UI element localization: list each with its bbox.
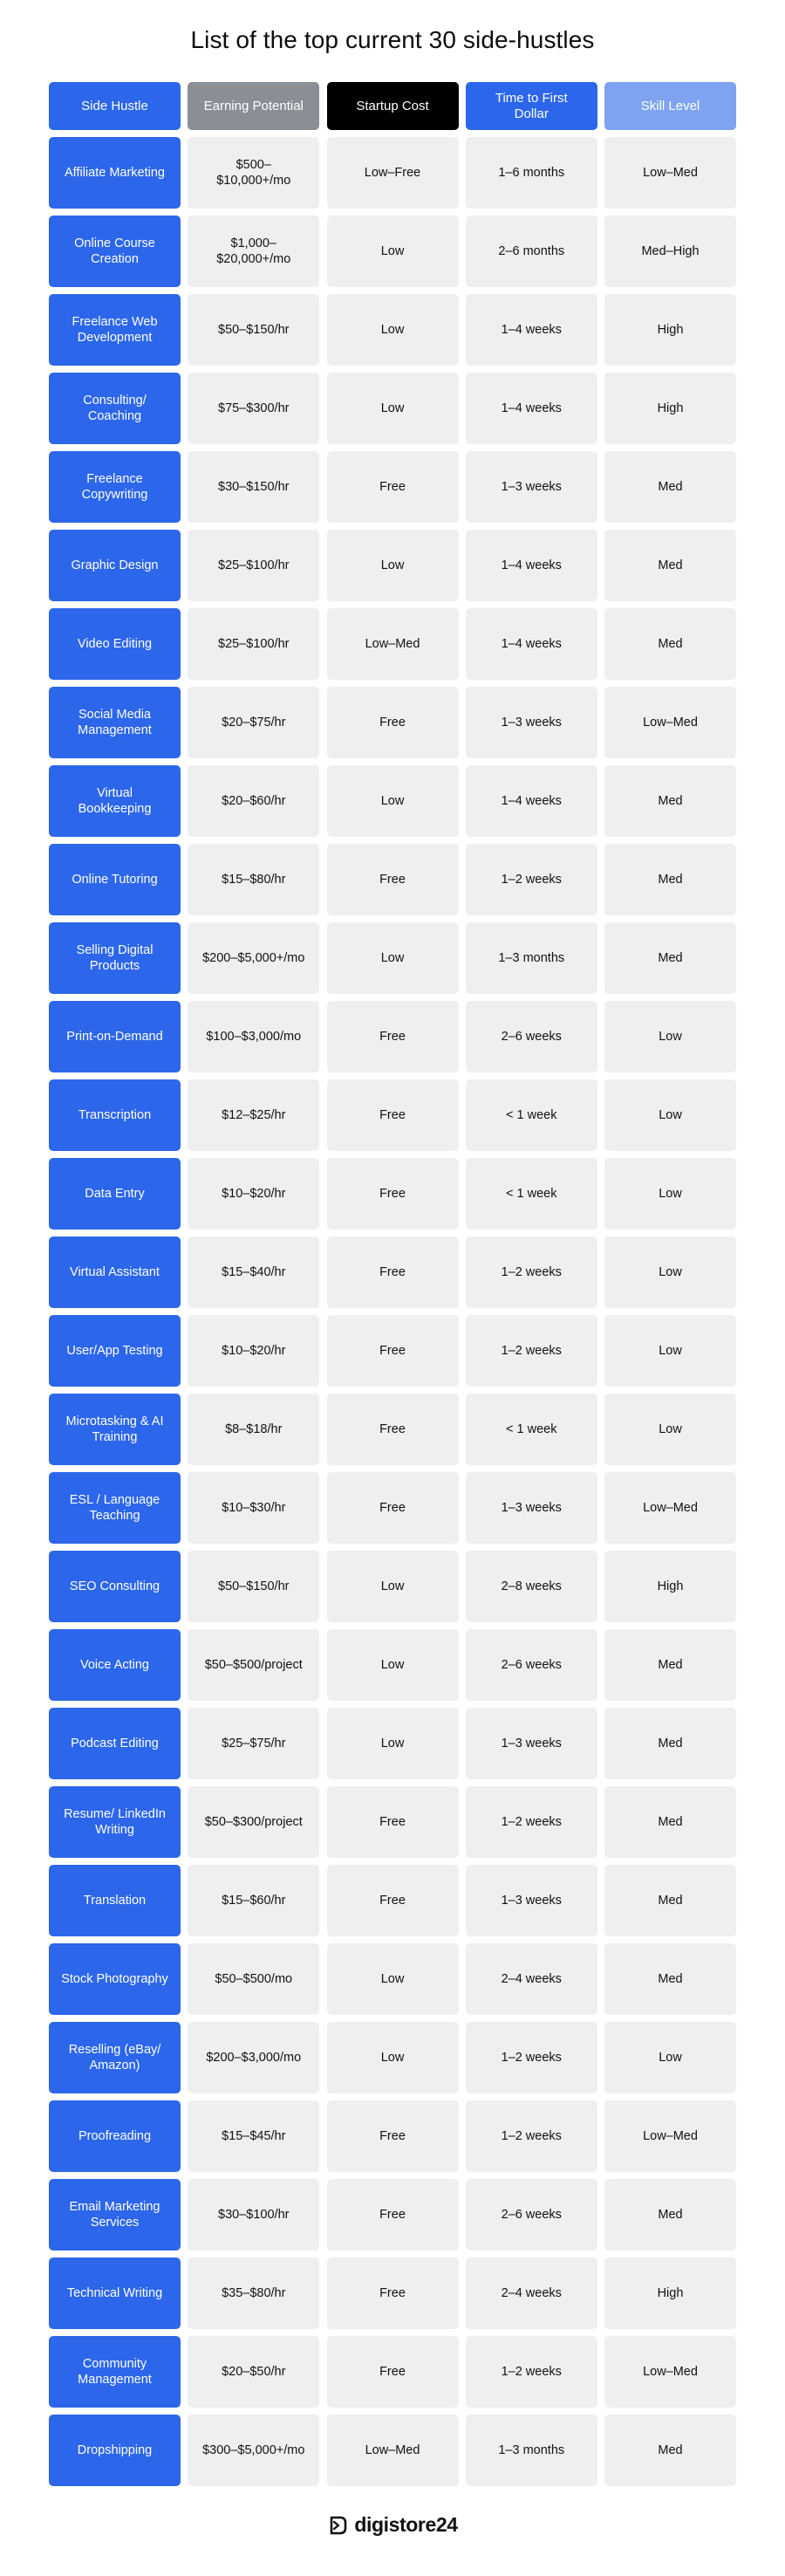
cell-side-hustle: Translation (49, 1865, 181, 1936)
cell-earning-potential: $10–$20/hr (188, 1158, 319, 1230)
cell-time-to-first-dollar: 1–3 months (466, 922, 597, 994)
cell-skill-level: Med (604, 1786, 736, 1858)
cell-time-to-first-dollar: 1–2 weeks (466, 1237, 597, 1308)
side-hustles-table (49, 82, 736, 2486)
cell-skill-level: Low (604, 2022, 736, 2093)
cell-side-hustle: Freelance Copywriting (49, 451, 181, 523)
cell-skill-level: Low (604, 1394, 736, 1465)
cell-earning-potential: $500–$10,000+/mo (188, 137, 319, 209)
cell-earning-potential: $50–$500/mo (188, 1943, 319, 2015)
cell-skill-level: High (604, 2257, 736, 2329)
cell-startup-cost: Free (327, 1786, 459, 1858)
cell-time-to-first-dollar: 1–2 weeks (466, 2022, 597, 2093)
footer-logo (0, 2513, 785, 2537)
cell-time-to-first-dollar: 2–6 months (466, 216, 597, 287)
cell-earning-potential: $300–$5,000+/mo (188, 2415, 319, 2486)
cell-side-hustle: Proofreading (49, 2100, 181, 2172)
cell-side-hustle: Online Course Creation (49, 216, 181, 287)
cell-time-to-first-dollar: 1–4 weeks (466, 294, 597, 366)
cell-earning-potential: $20–$75/hr (188, 687, 319, 758)
cell-skill-level: Med (604, 530, 736, 601)
cell-earning-potential: $25–$100/hr (188, 608, 319, 680)
cell-earning-potential: $12–$25/hr (188, 1079, 319, 1151)
cell-startup-cost: Low–Free (327, 137, 459, 209)
cell-startup-cost: Free (327, 687, 459, 758)
cell-side-hustle: Technical Writing (49, 2257, 181, 2329)
cell-skill-level: Low (604, 1315, 736, 1387)
cell-startup-cost: Free (327, 1394, 459, 1465)
cell-startup-cost: Free (327, 1001, 459, 1072)
cell-skill-level: Med (604, 1629, 736, 1701)
cell-time-to-first-dollar: 1–3 months (466, 2415, 597, 2486)
cell-skill-level: Med (604, 2415, 736, 2486)
cell-startup-cost: Free (327, 2100, 459, 2172)
cell-time-to-first-dollar: 1–4 weeks (466, 373, 597, 444)
cell-time-to-first-dollar: 1–4 weeks (466, 765, 597, 837)
cell-skill-level: Med (604, 844, 736, 915)
cell-startup-cost: Low (327, 922, 459, 994)
cell-startup-cost: Low (327, 530, 459, 601)
cell-skill-level: Low–Med (604, 1472, 736, 1544)
cell-skill-level: Low (604, 1237, 736, 1308)
cell-startup-cost: Free (327, 1079, 459, 1151)
cell-earning-potential: $75–$300/hr (188, 373, 319, 444)
cell-earning-potential: $30–$100/hr (188, 2179, 319, 2251)
cell-startup-cost: Free (327, 2336, 459, 2408)
cell-startup-cost: Free (327, 1472, 459, 1544)
cell-earning-potential: $50–$300/project (188, 1786, 319, 1858)
cell-skill-level: Med (604, 451, 736, 523)
cell-skill-level: High (604, 373, 736, 444)
cell-side-hustle: Community Management (49, 2336, 181, 2408)
cell-side-hustle: Video Editing (49, 608, 181, 680)
cell-earning-potential: $25–$75/hr (188, 1708, 319, 1779)
cell-startup-cost: Free (327, 1315, 459, 1387)
cell-earning-potential: $15–$40/hr (188, 1237, 319, 1308)
cell-startup-cost: Low (327, 216, 459, 287)
cell-skill-level: Low (604, 1079, 736, 1151)
cell-time-to-first-dollar: 2–6 weeks (466, 1001, 597, 1072)
cell-earning-potential: $100–$3,000/mo (188, 1001, 319, 1072)
cell-startup-cost: Free (327, 844, 459, 915)
cell-earning-potential: $50–$500/project (188, 1629, 319, 1701)
cell-time-to-first-dollar: 1–3 weeks (466, 1708, 597, 1779)
cell-time-to-first-dollar: 1–4 weeks (466, 608, 597, 680)
cell-startup-cost: Low (327, 1551, 459, 1622)
column-header-skill-level: Skill Level (604, 82, 736, 130)
cell-time-to-first-dollar: 1–3 weeks (466, 1472, 597, 1544)
cell-time-to-first-dollar: 1–2 weeks (466, 1786, 597, 1858)
cell-time-to-first-dollar: 2–6 weeks (466, 1629, 597, 1701)
cell-time-to-first-dollar: < 1 week (466, 1158, 597, 1230)
column-header-time-to-first-dollar: Time to First Dollar (466, 82, 597, 130)
cell-time-to-first-dollar: 1–2 weeks (466, 844, 597, 915)
cell-skill-level: Med–High (604, 216, 736, 287)
cell-startup-cost: Free (327, 2179, 459, 2251)
cell-startup-cost: Free (327, 1865, 459, 1936)
cell-side-hustle: Podcast Editing (49, 1708, 181, 1779)
cell-earning-potential: $20–$60/hr (188, 765, 319, 837)
cell-earning-potential: $200–$3,000/mo (188, 2022, 319, 2093)
cell-side-hustle: Voice Acting (49, 1629, 181, 1701)
cell-side-hustle: Email Marketing Services (49, 2179, 181, 2251)
cell-time-to-first-dollar: 1–4 weeks (466, 530, 597, 601)
cell-time-to-first-dollar: < 1 week (466, 1394, 597, 1465)
cell-skill-level: Low–Med (604, 2100, 736, 2172)
column-header-earning-potential: Earning Potential (188, 82, 319, 130)
cell-startup-cost: Low–Med (327, 608, 459, 680)
brand-name: digistore24 (354, 2513, 458, 2536)
page-title: List of the top current 30 side-hustles (190, 26, 595, 53)
cell-side-hustle: Print-on-Demand (49, 1001, 181, 1072)
cell-startup-cost: Low (327, 1943, 459, 2015)
cell-earning-potential: $1,000–$20,000+/mo (188, 216, 319, 287)
cell-skill-level: High (604, 294, 736, 366)
cell-earning-potential: $15–$80/hr (188, 844, 319, 915)
cell-time-to-first-dollar: 1–3 weeks (466, 1865, 597, 1936)
cell-startup-cost: Low (327, 765, 459, 837)
cell-time-to-first-dollar: 1–2 weeks (466, 2100, 597, 2172)
cell-time-to-first-dollar: 1–3 weeks (466, 451, 597, 523)
cell-startup-cost: Low (327, 1629, 459, 1701)
cell-startup-cost: Free (327, 451, 459, 523)
cell-side-hustle: Data Entry (49, 1158, 181, 1230)
cell-side-hustle: Dropshipping (49, 2415, 181, 2486)
cell-side-hustle: ESL / Language Teaching (49, 1472, 181, 1544)
cell-startup-cost: Low (327, 373, 459, 444)
cell-time-to-first-dollar: 1–2 weeks (466, 2336, 597, 2408)
cell-time-to-first-dollar: 2–4 weeks (466, 1943, 597, 2015)
cell-skill-level: Med (604, 2179, 736, 2251)
cell-time-to-first-dollar: 2–6 weeks (466, 2179, 597, 2251)
cell-skill-level: Low (604, 1158, 736, 1230)
cell-time-to-first-dollar: < 1 week (466, 1079, 597, 1151)
cell-side-hustle: Consulting/ Coaching (49, 373, 181, 444)
cell-time-to-first-dollar: 1–6 months (466, 137, 597, 209)
column-header-startup-cost: Startup Cost (327, 82, 459, 130)
cell-time-to-first-dollar: 1–3 weeks (466, 687, 597, 758)
cell-earning-potential: $15–$60/hr (188, 1865, 319, 1936)
cell-side-hustle: Social Media Management (49, 687, 181, 758)
digistore24-logo-icon (327, 2515, 348, 2536)
cell-side-hustle: SEO Consulting (49, 1551, 181, 1622)
cell-earning-potential: $15–$45/hr (188, 2100, 319, 2172)
cell-earning-potential: $20–$50/hr (188, 2336, 319, 2408)
cell-earning-potential: $50–$150/hr (188, 294, 319, 366)
cell-earning-potential: $10–$30/hr (188, 1472, 319, 1544)
cell-earning-potential: $200–$5,000+/mo (188, 922, 319, 994)
cell-time-to-first-dollar: 1–2 weeks (466, 1315, 597, 1387)
cell-side-hustle: Transcription (49, 1079, 181, 1151)
cell-side-hustle: Virtual Bookkeeping (49, 765, 181, 837)
cell-side-hustle: Resume/ LinkedIn Writing (49, 1786, 181, 1858)
cell-side-hustle: Freelance Web Development (49, 294, 181, 366)
cell-skill-level: High (604, 1551, 736, 1622)
cell-earning-potential: $8–$18/hr (188, 1394, 319, 1465)
cell-skill-level: Med (604, 765, 736, 837)
cell-earning-potential: $50–$150/hr (188, 1551, 319, 1622)
column-header-side-hustle: Side Hustle (49, 82, 181, 130)
cell-skill-level: Low–Med (604, 687, 736, 758)
cell-side-hustle: Virtual Assistant (49, 1237, 181, 1308)
cell-startup-cost: Low (327, 2022, 459, 2093)
cell-skill-level: Med (604, 1865, 736, 1936)
cell-startup-cost: Free (327, 2257, 459, 2329)
cell-startup-cost: Free (327, 1237, 459, 1308)
cell-side-hustle: User/App Testing (49, 1315, 181, 1387)
cell-side-hustle: Microtasking & AI Training (49, 1394, 181, 1465)
cell-earning-potential: $35–$80/hr (188, 2257, 319, 2329)
cell-startup-cost: Free (327, 1158, 459, 1230)
cell-skill-level: Med (604, 608, 736, 680)
cell-side-hustle: Graphic Design (49, 530, 181, 601)
cell-earning-potential: $25–$100/hr (188, 530, 319, 601)
cell-startup-cost: Low–Med (327, 2415, 459, 2486)
cell-side-hustle: Reselling (eBay/ Amazon) (49, 2022, 181, 2093)
cell-skill-level: Low (604, 1001, 736, 1072)
cell-startup-cost: Low (327, 1708, 459, 1779)
cell-skill-level: Low–Med (604, 137, 736, 209)
cell-side-hustle: Online Tutoring (49, 844, 181, 915)
cell-side-hustle: Stock Photography (49, 1943, 181, 2015)
cell-time-to-first-dollar: 2–8 weeks (466, 1551, 597, 1622)
cell-earning-potential: $30–$150/hr (188, 451, 319, 523)
cell-skill-level: Med (604, 1943, 736, 2015)
cell-side-hustle: Selling Digital Products (49, 922, 181, 994)
cell-side-hustle: Affiliate Marketing (49, 137, 181, 209)
cell-skill-level: Med (604, 922, 736, 994)
cell-startup-cost: Low (327, 294, 459, 366)
cell-skill-level: Low–Med (604, 2336, 736, 2408)
cell-earning-potential: $10–$20/hr (188, 1315, 319, 1387)
cell-skill-level: Med (604, 1708, 736, 1779)
cell-time-to-first-dollar: 2–4 weeks (466, 2257, 597, 2329)
